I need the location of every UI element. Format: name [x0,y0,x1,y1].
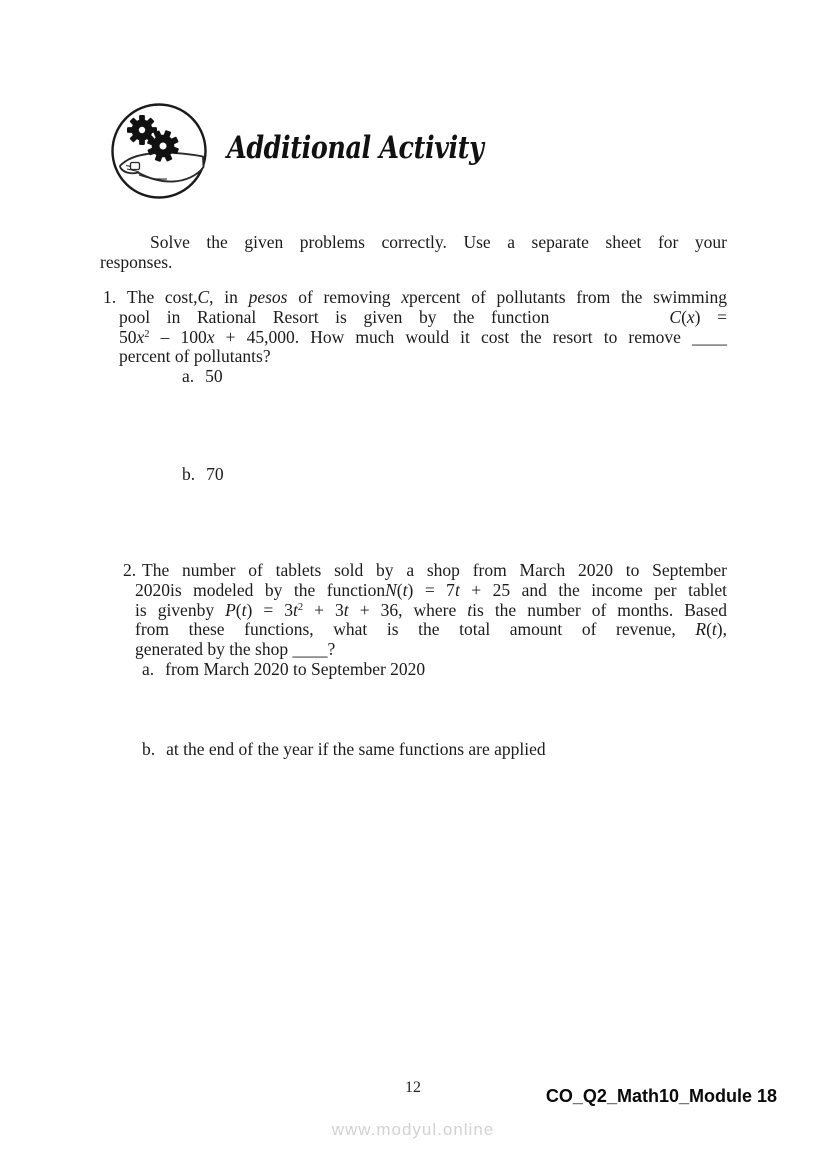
problem-2-option-b [142,740,727,760]
text-line [135,620,727,640]
text-segment: x [136,326,145,347]
option-label: b. [182,463,196,484]
problem-2-number: 2. [123,560,137,580]
text-segment: percent of pollutants from the swimming [409,287,727,307]
intro-line-1: Solve the given problems correctly. Use a separate sheet for your [150,232,727,252]
problem-2-option-a [142,660,727,680]
text-segment: N [385,579,397,600]
text-segment: The cost, [127,287,198,307]
text-segment: pool in Rational Resort is given by the function [119,306,550,327]
text-segment: t [467,599,473,620]
option-label: a. [182,366,195,387]
text-segment: is the number of months. Based [472,599,727,620]
problem-1-number: 1. [103,287,117,307]
problem-1-text [119,288,727,367]
intro-paragraph [100,233,727,273]
text-segment: pesos [248,287,288,307]
text-segment: 2020is modeled by the function [135,579,386,600]
option-text: 70 [206,463,224,484]
text-segment: C [197,287,210,307]
text-segment: from these functions, what is the total amount of revenue, [135,619,696,640]
text-segment: ( [235,599,242,620]
text-segment: ), [716,619,727,640]
text-segment: + 25 and the income per tablet [459,579,727,600]
text-segment: ( [706,619,712,640]
intro-line-2: responses. [100,251,173,272]
option-text: at the end of the year if the same functions are applied [166,738,546,759]
justify-gap [549,322,669,323]
text-segment: x [206,326,215,347]
text-segment: x [401,287,410,307]
text-line [119,308,727,328]
hand-holding-gears-icon [109,100,209,202]
problem-2-text [135,561,727,660]
text-segment: is givenby [135,599,226,620]
text-segment: – 100 [149,326,207,347]
text-segment: 50 [119,326,137,347]
page-title: Additional Activity [227,130,484,166]
text-line [135,601,727,621]
text-line [135,561,727,581]
text-segment: t [402,579,408,600]
text-segment: ( [396,579,403,600]
text-segment: x [686,306,695,327]
text-line [119,328,727,348]
text-segment: 2 [144,328,150,340]
text-segment: of removing [287,287,402,307]
text-segment: + 3 [303,599,344,620]
text-segment: The number of tablets sold by a shop from March 2020 to September [142,560,727,580]
text-segment: t [343,599,349,620]
text-line [119,347,727,367]
text-segment: ) = [694,306,727,327]
module-code: CO_Q2_Math10_Module 18 [545,1086,777,1106]
text-segment: C [669,306,682,327]
text-segment: ) = 7 [407,579,455,600]
option-text: 50 [205,366,223,387]
text-line [135,581,727,601]
text-segment: + 36, where [348,599,468,620]
text-segment: R [695,619,707,640]
text-segment: + 45,000. How much would it cost the resort to remove ____ [214,326,728,347]
problem-1-option-b [182,465,727,485]
text-segment: generated by the shop ____? [135,639,336,660]
problem-1 [103,287,728,485]
text-segment: P [225,599,236,620]
watermark-text: www.modyul.online [331,1120,495,1139]
problem-2 [123,560,727,760]
text-line [135,640,727,660]
text-segment: ( [681,306,687,327]
text-segment: t [293,599,298,620]
text-segment: , in [209,287,249,307]
text-segment: t [711,619,717,640]
text-segment: t [241,599,247,620]
text-segment: 2 [297,601,304,613]
option-text: from March 2020 to September 2020 [165,658,426,679]
text-segment: percent of pollutants? [119,346,271,367]
text-segment: t [454,579,460,600]
text-segment: ) = 3 [246,599,293,620]
option-label: b. [142,738,156,759]
text-line [119,288,727,308]
problem-1-option-a [182,367,727,387]
option-label: a. [142,658,155,679]
page-number: 12 [405,1079,421,1096]
